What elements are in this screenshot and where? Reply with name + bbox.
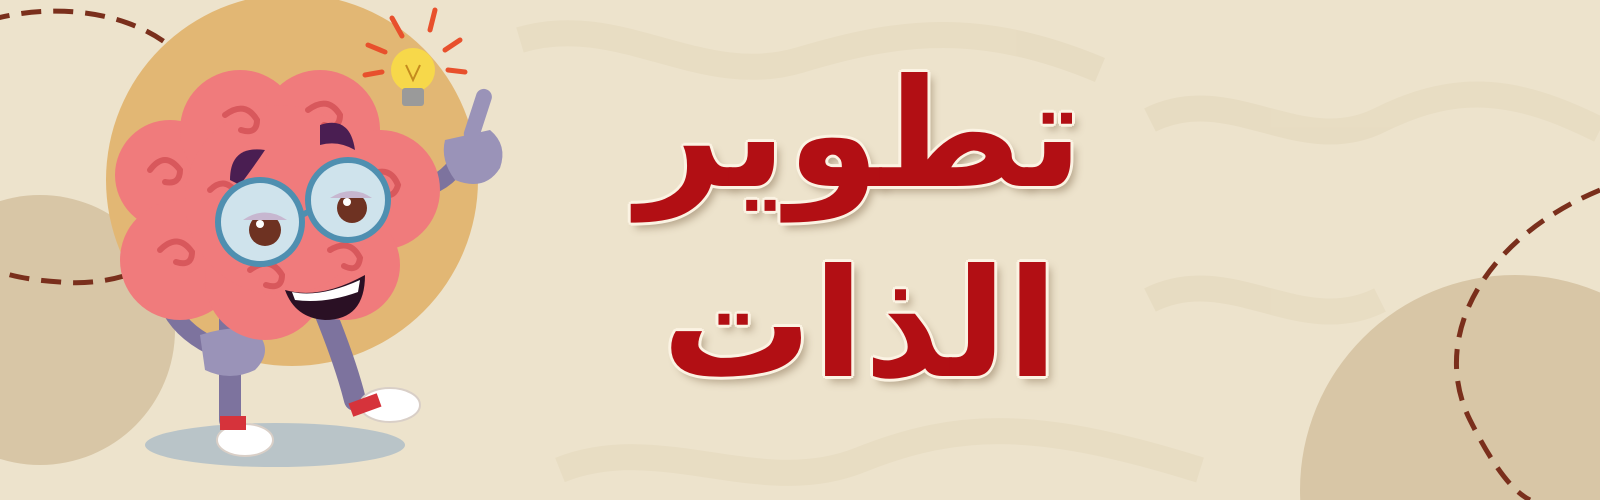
mascot-shadow	[145, 423, 405, 467]
title-line-1: تطوير	[636, 48, 1084, 222]
brain-mascot	[80, 0, 540, 500]
title-line-2: الذات	[661, 238, 1059, 412]
left-shoe	[217, 416, 273, 456]
banner-title	[560, 40, 1160, 460]
